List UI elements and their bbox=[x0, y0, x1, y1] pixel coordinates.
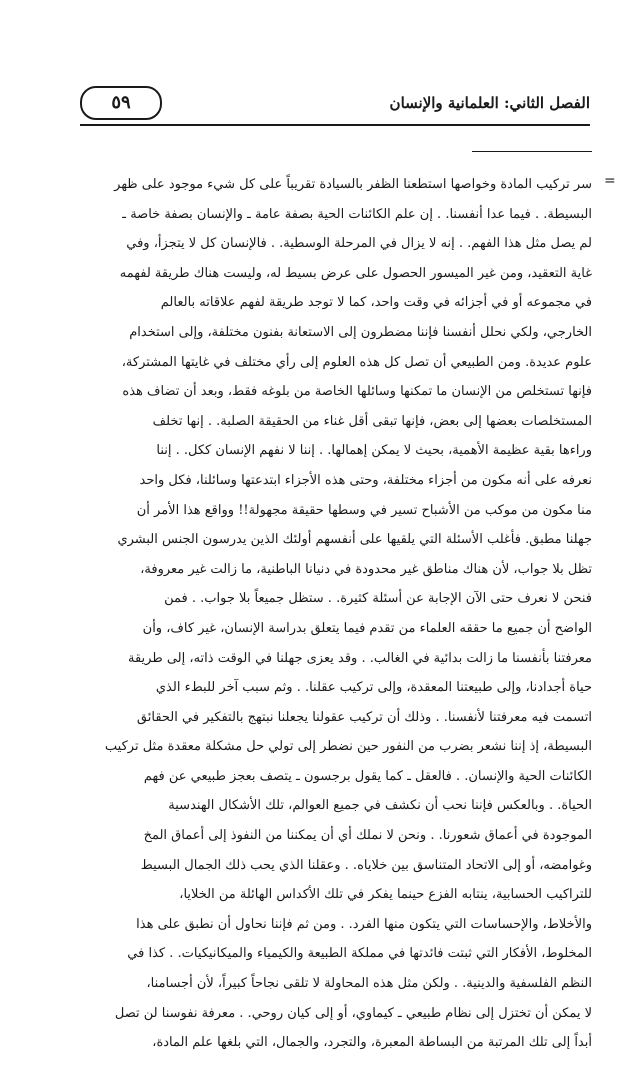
page-number: ٥٩ bbox=[80, 86, 162, 120]
text-line: لا يمكن أن تختزل إلى نظام طبيعي ـ كيماوي، أو إلى كيان روحي. . معرفة نفوسنا لن تصل bbox=[114, 1005, 592, 1021]
section-rule bbox=[472, 151, 592, 152]
text-line: الخارجي، ولكي نحلل أنفسنا فإننا مضطرون إلى الاستعانة بفنون مختلفة، وإلى استخدام bbox=[129, 324, 592, 340]
text-line: فنحن لا نعرف حتى الآن الإجابة عن أسئلة كثيرة. . ستظل جميعاً بلا جواب. . فمن bbox=[164, 591, 592, 607]
text-line: المستخلصات بعضها إلى بعض، فإنها تبقى أقل غناء من الحقيقة الصلبة. . إنها تخلف bbox=[152, 413, 592, 429]
text-line: أبداً إلى تلك المرتبة من البساطة المعبرة، والتجرد، والجمال، التي بلغها علم المادة، bbox=[152, 1035, 592, 1051]
text-line: لم يصل مثل هذا الفهم. . إنه لا يزال في المرحلة الوسطية. . فالإنسان كل لا يتجزأ، وفي bbox=[126, 236, 592, 252]
text-line: البسيطة. . فيما عدا أنفسنا. . إن علم الكائنات الحية بصفة عامة ـ والإنسان بصفة خاصة ـ bbox=[122, 206, 592, 222]
text-line: النظم الفلسفية والدينية. . ولكن مثل هذه المحاولة لا تلقى نجاحاً كبيراً، لأن أجسامنا، bbox=[146, 976, 592, 992]
text-line: نعرفه على أنه مكون من أجزاء مختلفة، وحتى هذه الأجزاء ابتدعتها وسائلنا، فكل واحد bbox=[139, 472, 592, 488]
text-line: الموجودة في أعماق شعورنا. . ونحن لا نملك أي أن يمكننا من النفوذ إلى أعماق المخ bbox=[143, 828, 592, 844]
text-line: جهلنا مطبق. فأغلب الأسئلة التي يلقيها على أنفسهم أولئك الذين يدرسون الجنس البشري bbox=[117, 532, 592, 548]
text-line: والأخلاط، والإحساسات التي يتكون منها الفرد. . ومن ثم فإننا نحاول أن نطبق على هذا bbox=[136, 916, 592, 932]
text-line: تظل بلا جواب، لأن هناك مناطق غير محدودة في دنيانا الباطنية، ما زالت غير معروفة، bbox=[140, 561, 592, 577]
header-rule bbox=[80, 124, 590, 126]
body-text bbox=[70, 170, 592, 1058]
text-line: اتسمت فيه معرفتنا لأنفسنا. . وذلك أن تركيب عقولنا يجعلنا نبتهج بالتفكير في الحقائق bbox=[136, 709, 592, 725]
text-line: المخلوط، الأفكار التي ثبتت فائدتها في مملكة الطبيعة والكيمياء والميكانيكيات. . كذا في bbox=[127, 946, 592, 962]
text-line: الكائنات الحية والإنسان. . فالعقل ـ كما يقول برجسون ـ يتصف بعجز طبيعي عن فهم bbox=[143, 768, 592, 784]
text-line: في مجموعه أو في أجزائه في وقت واحد، كما لا توجد طريقة لفهم علاقاته بالعالم bbox=[160, 295, 592, 311]
running-title: الفصل الثاني: العلمانية والإنسان bbox=[389, 94, 590, 112]
text-line: وغوامضه، أو إلى الاتحاد المتناسق بين خلاياه. . وعقلنا الذي يحب ذلك الجمال البسيط bbox=[140, 857, 592, 873]
text-line: غاية التعقيد، ومن غير الميسور الحصول على عرض بسيط له، وليست هناك طريقة لفهمه bbox=[119, 265, 592, 281]
text-line: الحياة. . وبالعكس فإننا نحب أن نكشف في جميع العوالم، تلك الأشكال الهندسية bbox=[168, 798, 592, 814]
text-line: للتراكيب الحسابية، ينتابه الفزع حينما يفكر في تلك الأكداس الهائلة من الخلايا، bbox=[179, 887, 592, 903]
text-line: سر تركيب المادة وخواصها استطعنا الظفر بالسيادة تقريباً على كل شيء موجود على ظهر bbox=[114, 177, 592, 192]
text-line: فإنها تستخلص من الإنسان ما تمكنها وسائلها الخاصة من بلوغه فقط، وبعد أن تضاف هذه bbox=[122, 384, 592, 400]
text-line: حياة أجدادنا، وإلى طبيعتنا المعقدة، وإلى تركيب عقلنا. . وثم سبب آخر للبطء الذي bbox=[155, 680, 592, 696]
text-line: منا مكون من موكب من الأشباح تسير في وسطها حقيقة مجهولة!! وواقع هذا الأمر أن bbox=[136, 502, 592, 518]
text-line: وراءها بقية عظيمة الأهمية، بحيث لا يمكن إهمالها. . إننا لا نفهم الإنسان ككل. . إننا bbox=[156, 443, 592, 459]
continuation-marker: = bbox=[604, 173, 616, 189]
text-line: علوم عديدة. ومن الطبيعي أن تصل كل هذه العلوم إلى رأي مختلف في غايتها المشتركة، bbox=[121, 354, 592, 370]
text-line: الواضح أن جميع ما حققه العلماء من تقدم فيما يتعلق بدراسة الإنسان، غير كاف، وأن bbox=[142, 620, 592, 636]
text-line: البسيطة، إذ إننا نشعر بضرب من النفور حين نضطر إلى تولي حل مشكلة معقدة مثل تركيب bbox=[104, 739, 592, 755]
page-header bbox=[80, 86, 590, 122]
text-line: معرفتنا بأنفسنا ما زالت بدائية في الغالب. . وقد يعزى جهلنا في الوقت ذاته، إلى طريقة bbox=[128, 650, 592, 666]
